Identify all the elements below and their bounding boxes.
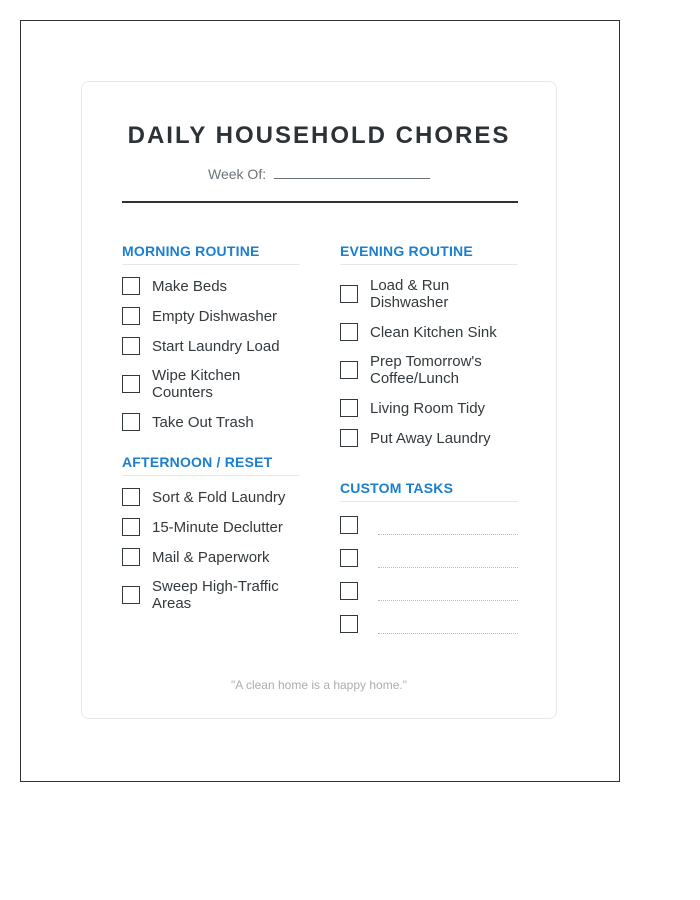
section-title: MORNING ROUTINE — [122, 242, 300, 265]
chore-label: Living Room Tidy — [370, 399, 486, 417]
checkbox[interactable] — [122, 586, 140, 604]
custom-task-item — [340, 580, 518, 601]
custom-task-blank-line[interactable] — [378, 586, 518, 601]
week-of-field — [82, 165, 556, 183]
checkbox[interactable] — [340, 429, 358, 447]
chore-item — [122, 277, 300, 295]
checkbox[interactable] — [340, 361, 358, 379]
chore-label: Mail & Paperwork — [152, 548, 270, 566]
section-custom-tasks — [340, 479, 518, 634]
chore-label: 15-Minute Declutter — [152, 518, 283, 536]
checkbox[interactable] — [340, 582, 358, 600]
checkbox[interactable] — [340, 549, 358, 567]
checkbox[interactable] — [340, 615, 358, 633]
chore-item — [340, 429, 518, 447]
week-of-blank[interactable] — [274, 165, 430, 179]
page-frame — [20, 20, 620, 782]
section-afternoon-reset — [122, 453, 300, 612]
checkbox[interactable] — [122, 375, 140, 393]
header-divider — [122, 201, 518, 203]
chore-label: Take Out Trash — [152, 413, 254, 431]
checkbox[interactable] — [340, 285, 358, 303]
checkbox[interactable] — [122, 518, 140, 536]
chore-chart-card — [81, 81, 557, 719]
custom-task-item — [340, 514, 518, 535]
chore-label: Empty Dishwasher — [152, 307, 278, 325]
checkbox[interactable] — [122, 277, 140, 295]
week-of-label: Week Of: — [208, 166, 267, 182]
custom-task-blank-line[interactable] — [378, 619, 518, 634]
chore-item — [340, 277, 518, 311]
chore-label: Start Laundry Load — [152, 337, 280, 355]
chore-label: Load & Run Dishwasher — [370, 277, 450, 311]
chore-item — [122, 367, 300, 401]
chore-item — [340, 323, 518, 341]
footer-quote: "A clean home is a happy home." — [231, 678, 407, 692]
chore-item — [340, 353, 518, 387]
checkbox[interactable] — [122, 413, 140, 431]
page-title: DAILY HOUSEHOLD CHORES — [127, 122, 511, 149]
chore-label: Wipe Kitchen Counters — [152, 367, 241, 401]
chore-item — [122, 578, 300, 612]
section-title: CUSTOM TASKS — [340, 479, 518, 502]
chore-label: Prep Tomorrow's Coffee/Lunch — [370, 353, 482, 387]
custom-task-item — [340, 613, 518, 634]
section-evening-routine — [340, 242, 518, 447]
custom-task-blank-line[interactable] — [378, 553, 518, 568]
section-title: EVENING ROUTINE — [340, 242, 518, 265]
checkbox[interactable] — [122, 307, 140, 325]
custom-task-item — [340, 547, 518, 568]
custom-task-blank-line[interactable] — [378, 520, 518, 535]
chore-label: Sort & Fold Laundry — [152, 488, 286, 506]
chore-item — [122, 413, 300, 431]
chore-label: Clean Kitchen Sink — [370, 323, 497, 341]
right-column — [340, 242, 518, 646]
checkbox[interactable] — [340, 516, 358, 534]
checkbox[interactable] — [340, 323, 358, 341]
chore-label: Put Away Laundry — [370, 429, 491, 447]
chore-label: Make Beds — [152, 277, 228, 295]
checkbox[interactable] — [122, 548, 140, 566]
chore-item — [122, 307, 300, 325]
section-morning-routine — [122, 242, 300, 431]
chore-item — [122, 548, 300, 566]
checkbox[interactable] — [122, 488, 140, 506]
left-column — [122, 242, 300, 624]
checkbox[interactable] — [122, 337, 140, 355]
chore-item — [122, 488, 300, 506]
section-title: AFTERNOON / RESET — [122, 453, 300, 476]
chore-item — [340, 399, 518, 417]
chore-item — [122, 337, 300, 355]
checkbox[interactable] — [340, 399, 358, 417]
chore-label: Sweep High-Traffic Areas — [152, 578, 279, 612]
chore-item — [122, 518, 300, 536]
